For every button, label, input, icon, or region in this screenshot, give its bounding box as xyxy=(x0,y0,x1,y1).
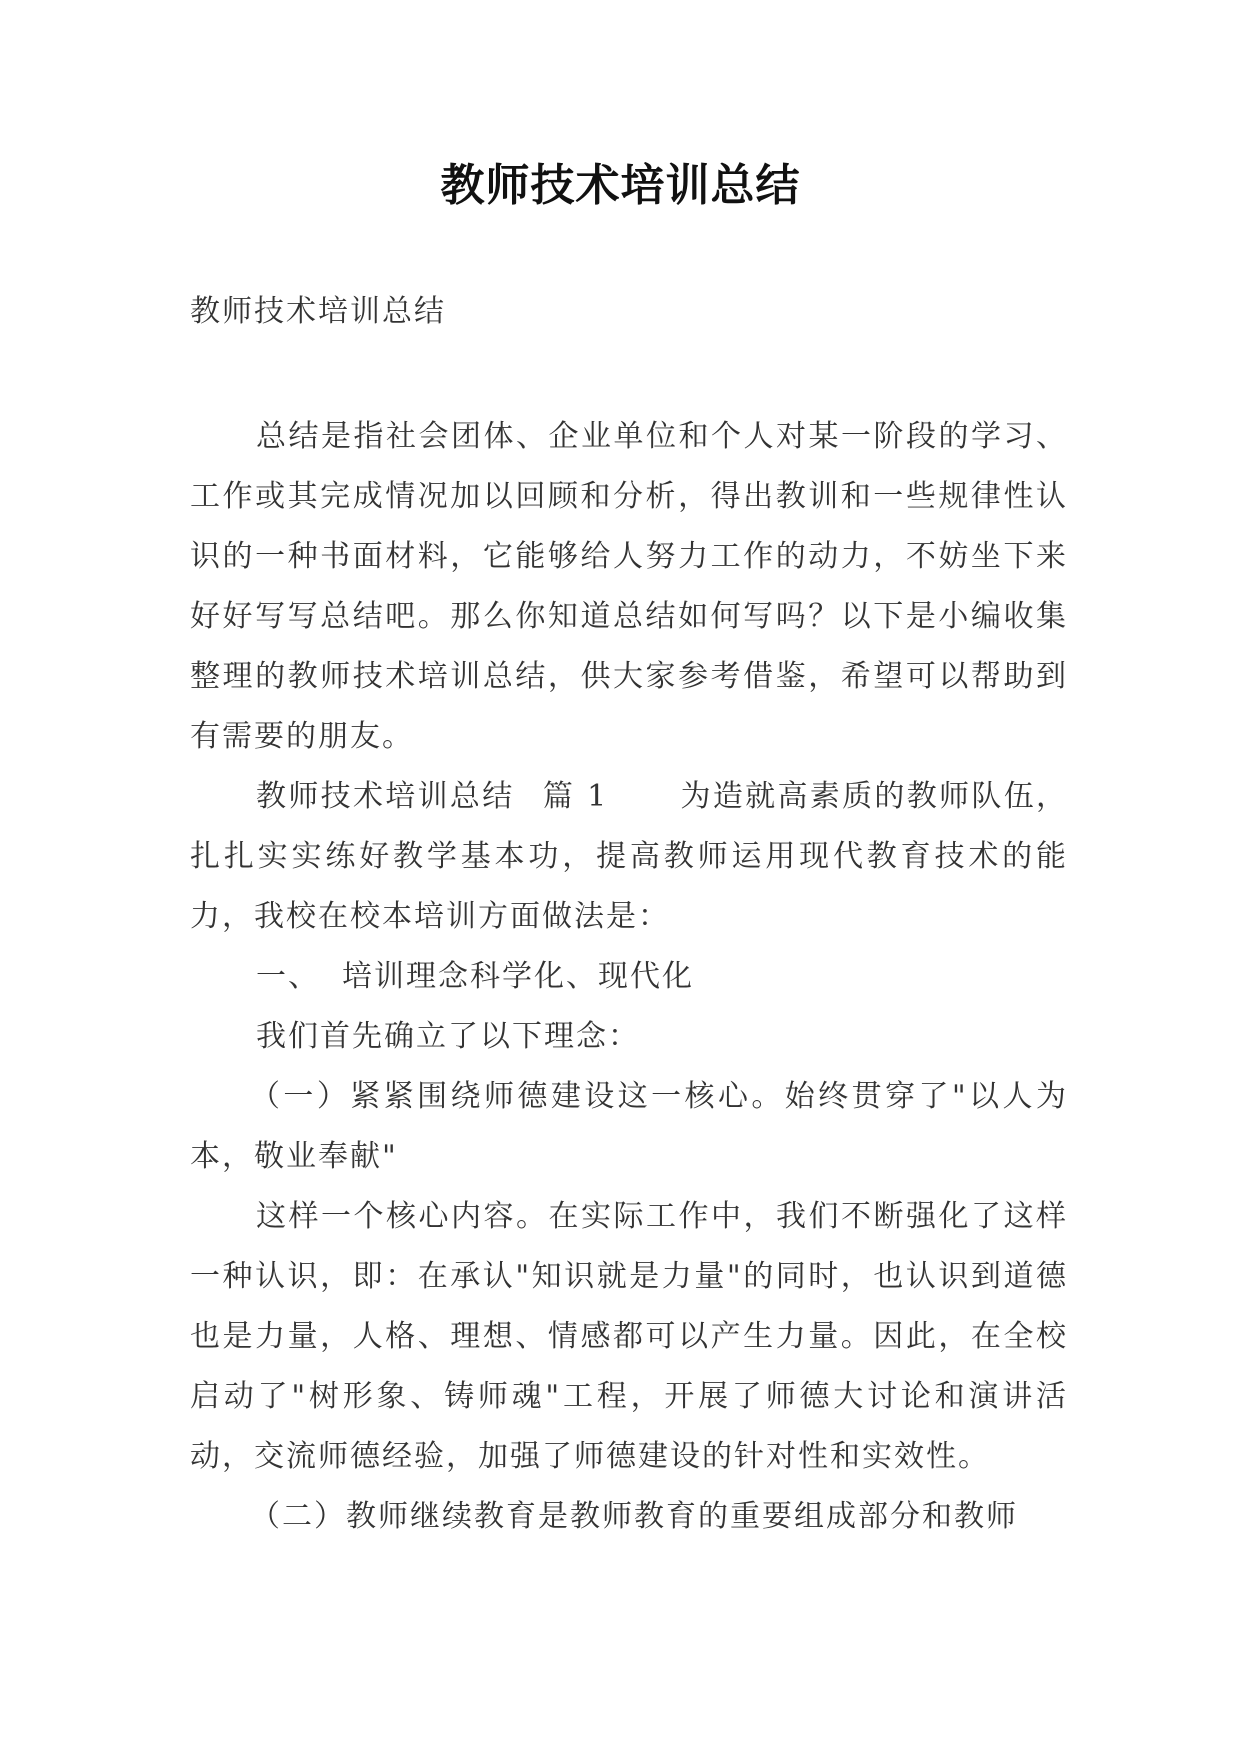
item1-paragraph: （一）紧紧围绕师德建设这一核心。始终贯穿了"以人为本，敬业奉献" xyxy=(190,1079,1068,1174)
document-body xyxy=(190,407,1068,1547)
document-subtitle: 教师技术培训总结 xyxy=(190,294,446,329)
part1-heading: 教师技术培训总结 xyxy=(256,779,515,814)
part1-paragraph xyxy=(190,767,1068,947)
concepts-intro: 我们首先确立了以下理念： xyxy=(256,1019,640,1054)
document-title: 教师技术培训总结 xyxy=(440,160,801,211)
section1-number: 一、 xyxy=(256,959,320,994)
section1-heading xyxy=(190,947,1068,1007)
item2-paragraph: （二）教师继续教育是教师教育的重要组成部分和教师 xyxy=(250,1499,1018,1534)
intro-paragraph: 总结是指社会团体、企业单位和个人对某一阶段的学习、工作或其完成情况加以回顾和分析，得出教训和一些规律性认识的一种书面材料，它能够给人努力工作的动力，不妨坐下来好好写写总结吧。那么你知道总结如何写吗？以下是小编收集整理的教师技术培训总结，供大家参考借鉴，希望可以帮助到有需要的朋友。 xyxy=(190,419,1068,754)
item1-detail-paragraph: 这样一个核心内容。在实际工作中，我们不断强化了这样一种认识，即：在承认"知识就是力量"的同时，也认识到道德也是力量，人格、理想、情感都可以产生力量。因此，在全校启动了"树形象、铸师魂"工程，开展了师德大讨论和演讲活动，交流师德经验，加强了师德建设的针对性和实效性。 xyxy=(190,1199,1068,1474)
section1-title: 培训理念科学化、现代化 xyxy=(342,959,694,994)
part1-text: 为造就高素质的教师队伍，扎扎实实练好教学基本功，提高教师运用现代教育技术的能力，我校在校本培训方面做法是： xyxy=(190,779,1069,934)
part1-label: 篇 1 xyxy=(542,779,609,814)
